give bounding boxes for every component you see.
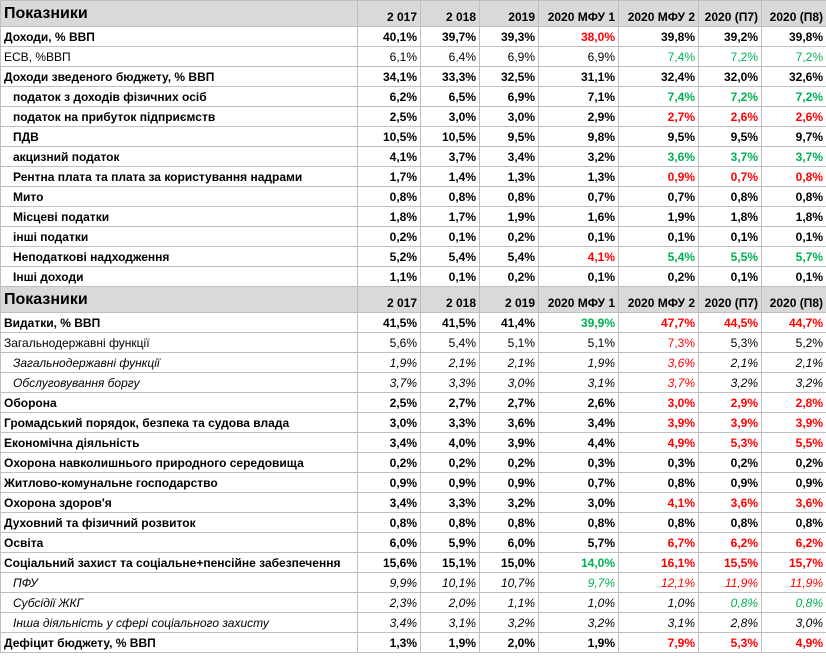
value-cell[interactable]: 0,7% xyxy=(539,473,619,493)
row-label-cell[interactable]: Загальнодержавні функції xyxy=(1,353,358,373)
value-cell[interactable]: 41,5% xyxy=(421,313,480,333)
value-cell[interactable]: 1,1% xyxy=(480,593,539,613)
value-cell[interactable]: 1,6% xyxy=(539,207,619,227)
value-cell[interactable]: 4,9% xyxy=(762,633,826,653)
value-cell[interactable]: 5,4% xyxy=(619,247,699,267)
row-label-cell[interactable]: Інші доходи xyxy=(1,267,358,287)
value-cell[interactable]: 0,8% xyxy=(699,593,762,613)
value-cell[interactable]: 3,3% xyxy=(421,493,480,513)
value-cell[interactable]: 32,6% xyxy=(762,67,826,87)
table-row xyxy=(1,107,826,127)
column-header-cell[interactable]: 2 018 xyxy=(421,287,480,313)
value-cell[interactable]: 0,9% xyxy=(699,473,762,493)
table-row xyxy=(1,613,826,633)
row-label-cell[interactable]: ПФУ xyxy=(1,573,358,593)
row-label-cell[interactable]: Економічна діяльність xyxy=(1,433,358,453)
value-cell[interactable]: 5,7% xyxy=(539,533,619,553)
value-cell[interactable]: 5,4% xyxy=(421,247,480,267)
value-cell[interactable]: 3,0% xyxy=(421,107,480,127)
value-cell[interactable]: 2,3% xyxy=(358,593,421,613)
value-cell[interactable]: 39,8% xyxy=(619,27,699,47)
value-cell[interactable]: 0,7% xyxy=(619,187,699,207)
value-cell[interactable]: 3,2% xyxy=(699,373,762,393)
value-cell[interactable]: 5,6% xyxy=(358,333,421,353)
value-cell[interactable]: 1,0% xyxy=(619,593,699,613)
value-cell[interactable]: 5,2% xyxy=(762,333,826,353)
value-cell[interactable]: 44,7% xyxy=(762,313,826,333)
value-cell[interactable]: 1,3% xyxy=(539,167,619,187)
row-label-cell[interactable]: Обслуговування боргу xyxy=(1,373,358,393)
column-header-cell[interactable]: 2020 МФУ 2 xyxy=(619,287,699,313)
value-cell[interactable]: 10,7% xyxy=(480,573,539,593)
value-cell[interactable]: 3,9% xyxy=(762,413,826,433)
value-cell[interactable]: 14,0% xyxy=(539,553,619,573)
value-cell[interactable]: 32,4% xyxy=(619,67,699,87)
value-cell[interactable]: 9,8% xyxy=(539,127,619,147)
value-cell[interactable]: 0,1% xyxy=(762,267,826,287)
value-cell[interactable]: 0,1% xyxy=(539,227,619,247)
value-cell[interactable]: 3,7% xyxy=(358,373,421,393)
column-header-cell[interactable]: 2020 (П8) xyxy=(762,1,826,27)
value-cell[interactable]: 39,8% xyxy=(762,27,826,47)
value-cell[interactable]: 3,9% xyxy=(480,433,539,453)
value-cell[interactable]: 7,4% xyxy=(619,87,699,107)
value-cell[interactable]: 0,8% xyxy=(421,187,480,207)
value-cell[interactable]: 1,9% xyxy=(619,207,699,227)
value-cell[interactable]: 39,2% xyxy=(699,27,762,47)
value-cell[interactable]: 39,7% xyxy=(421,27,480,47)
value-cell[interactable]: 2,0% xyxy=(421,593,480,613)
value-cell[interactable]: 3,7% xyxy=(762,147,826,167)
value-cell[interactable]: 3,3% xyxy=(421,373,480,393)
value-cell[interactable]: 2,9% xyxy=(699,393,762,413)
table-body xyxy=(1,1,826,653)
value-cell[interactable]: 1,8% xyxy=(762,207,826,227)
value-cell[interactable]: 3,6% xyxy=(480,413,539,433)
value-cell[interactable]: 11,9% xyxy=(762,573,826,593)
value-cell[interactable]: 5,3% xyxy=(699,633,762,653)
value-cell[interactable]: 1,7% xyxy=(358,167,421,187)
value-cell[interactable]: 15,1% xyxy=(421,553,480,573)
value-cell[interactable]: 0,9% xyxy=(358,473,421,493)
value-cell[interactable]: 32,5% xyxy=(480,67,539,87)
table-row xyxy=(1,513,826,533)
value-cell[interactable]: 0,1% xyxy=(699,227,762,247)
value-cell[interactable]: 7,2% xyxy=(762,47,826,67)
value-cell[interactable]: 6,0% xyxy=(480,533,539,553)
table-row xyxy=(1,373,826,393)
value-cell[interactable]: 0,8% xyxy=(480,187,539,207)
value-cell[interactable]: 6,5% xyxy=(421,87,480,107)
value-cell[interactable]: 1,8% xyxy=(699,207,762,227)
value-cell[interactable]: 6,9% xyxy=(480,87,539,107)
value-cell[interactable]: 41,4% xyxy=(480,313,539,333)
value-cell[interactable]: 6,9% xyxy=(539,47,619,67)
value-cell[interactable]: 3,6% xyxy=(699,493,762,513)
table-row xyxy=(1,67,826,87)
row-label-cell[interactable]: Рентна плата та плата за користування надрами xyxy=(1,167,358,187)
value-cell[interactable]: 0,2% xyxy=(421,453,480,473)
value-cell[interactable]: 39,9% xyxy=(539,313,619,333)
header-row xyxy=(1,1,826,27)
row-label-cell[interactable]: Охорона здоров'я xyxy=(1,493,358,513)
value-cell[interactable]: 0,1% xyxy=(619,227,699,247)
value-cell[interactable]: 3,4% xyxy=(358,493,421,513)
table-row xyxy=(1,473,826,493)
value-cell[interactable]: 1,1% xyxy=(358,267,421,287)
value-cell[interactable]: 3,1% xyxy=(619,613,699,633)
value-cell[interactable]: 15,6% xyxy=(358,553,421,573)
table-row xyxy=(1,353,826,373)
value-cell[interactable]: 0,8% xyxy=(762,513,826,533)
column-header-cell[interactable]: 2020 МФУ 1 xyxy=(539,1,619,27)
value-cell[interactable]: 7,4% xyxy=(619,47,699,67)
table-row xyxy=(1,87,826,107)
value-cell[interactable]: 0,8% xyxy=(421,513,480,533)
value-cell[interactable]: 0,3% xyxy=(619,453,699,473)
value-cell[interactable]: 3,2% xyxy=(762,373,826,393)
table-row xyxy=(1,147,826,167)
value-cell[interactable]: 0,1% xyxy=(539,267,619,287)
row-label-cell[interactable]: Субсідії ЖКГ xyxy=(1,593,358,613)
value-cell[interactable]: 6,2% xyxy=(699,533,762,553)
value-cell[interactable]: 1,3% xyxy=(480,167,539,187)
table-row xyxy=(1,413,826,433)
table-row xyxy=(1,187,826,207)
value-cell[interactable]: 1,4% xyxy=(421,167,480,187)
value-cell[interactable]: 5,9% xyxy=(421,533,480,553)
value-cell[interactable]: 0,8% xyxy=(762,593,826,613)
value-cell[interactable]: 1,7% xyxy=(421,207,480,227)
value-cell[interactable]: 40,1% xyxy=(358,27,421,47)
value-cell[interactable]: 7,2% xyxy=(699,47,762,67)
value-cell[interactable]: 6,2% xyxy=(358,87,421,107)
value-cell[interactable]: 4,1% xyxy=(358,147,421,167)
table-row xyxy=(1,127,826,147)
value-cell[interactable]: 3,1% xyxy=(539,373,619,393)
value-cell[interactable]: 16,1% xyxy=(619,553,699,573)
value-cell[interactable]: 2,0% xyxy=(480,633,539,653)
value-cell[interactable]: 0,2% xyxy=(480,227,539,247)
value-cell[interactable]: 3,2% xyxy=(480,613,539,633)
table-row xyxy=(1,207,826,227)
value-cell[interactable]: 3,0% xyxy=(358,413,421,433)
column-header-cell[interactable]: 2 017 xyxy=(358,1,421,27)
value-cell[interactable]: 9,7% xyxy=(539,573,619,593)
row-label-cell[interactable]: Видатки, % ВВП xyxy=(1,313,358,333)
value-cell[interactable]: 6,9% xyxy=(480,47,539,67)
value-cell[interactable]: 5,5% xyxy=(699,247,762,267)
row-label-cell[interactable]: Доходи зведеного бюджету, % ВВП xyxy=(1,67,358,87)
value-cell[interactable]: 0,8% xyxy=(358,513,421,533)
row-label-cell[interactable]: Соціальний захист та соціальне+пенсійне забезпечення xyxy=(1,553,358,573)
value-cell[interactable]: 3,4% xyxy=(539,413,619,433)
value-cell[interactable]: 0,8% xyxy=(539,513,619,533)
value-cell[interactable]: 9,7% xyxy=(762,127,826,147)
value-cell[interactable]: 0,8% xyxy=(762,167,826,187)
value-cell[interactable]: 1,9% xyxy=(539,633,619,653)
table-row xyxy=(1,227,826,247)
value-cell[interactable]: 0,8% xyxy=(619,513,699,533)
row-label-cell[interactable]: Охорона навколишнього природного середовища xyxy=(1,453,358,473)
value-cell[interactable]: 0,8% xyxy=(480,513,539,533)
value-cell[interactable]: 4,4% xyxy=(539,433,619,453)
value-cell[interactable]: 0,8% xyxy=(699,187,762,207)
value-cell[interactable]: 0,2% xyxy=(699,453,762,473)
value-cell[interactable]: 4,1% xyxy=(539,247,619,267)
value-cell[interactable]: 4,9% xyxy=(619,433,699,453)
value-cell[interactable]: 7,1% xyxy=(539,87,619,107)
value-cell[interactable]: 2,1% xyxy=(480,353,539,373)
value-cell[interactable]: 31,1% xyxy=(539,67,619,87)
value-cell[interactable]: 3,1% xyxy=(421,613,480,633)
value-cell[interactable]: 1,0% xyxy=(539,593,619,613)
value-cell[interactable]: 33,3% xyxy=(421,67,480,87)
value-cell[interactable]: 0,1% xyxy=(421,227,480,247)
value-cell[interactable]: 2,7% xyxy=(421,393,480,413)
value-cell[interactable]: 0,1% xyxy=(699,267,762,287)
value-cell[interactable]: 7,3% xyxy=(619,333,699,353)
value-cell[interactable]: 3,4% xyxy=(480,147,539,167)
value-cell[interactable]: 5,1% xyxy=(539,333,619,353)
row-label-cell[interactable]: Житлово-комунальне господарство xyxy=(1,473,358,493)
value-cell[interactable]: 0,2% xyxy=(358,227,421,247)
table-row xyxy=(1,593,826,613)
table-row xyxy=(1,247,826,267)
row-label-cell[interactable]: інші податки xyxy=(1,227,358,247)
column-header-cell[interactable]: 2020 (П7) xyxy=(699,287,762,313)
value-cell[interactable]: 3,0% xyxy=(480,373,539,393)
value-cell[interactable]: 0,2% xyxy=(358,453,421,473)
value-cell[interactable]: 6,7% xyxy=(619,533,699,553)
value-cell[interactable]: 1,8% xyxy=(358,207,421,227)
value-cell[interactable]: 0,1% xyxy=(421,267,480,287)
value-cell[interactable]: 2,1% xyxy=(421,353,480,373)
table-row xyxy=(1,27,826,47)
value-cell[interactable]: 1,9% xyxy=(480,207,539,227)
row-label-cell[interactable]: Неподаткові надходження xyxy=(1,247,358,267)
value-cell[interactable]: 3,6% xyxy=(619,353,699,373)
row-label-cell[interactable]: Доходи, % ВВП xyxy=(1,27,358,47)
value-cell[interactable]: 3,3% xyxy=(421,413,480,433)
value-cell[interactable]: 0,9% xyxy=(619,167,699,187)
value-cell[interactable]: 5,4% xyxy=(421,333,480,353)
column-header-cell[interactable]: 2020 (П8) xyxy=(762,287,826,313)
value-cell[interactable]: 0,2% xyxy=(762,453,826,473)
value-cell[interactable]: 15,7% xyxy=(762,553,826,573)
value-cell[interactable]: 7,2% xyxy=(762,87,826,107)
column-header-cell[interactable]: 2 017 xyxy=(358,287,421,313)
table-row xyxy=(1,553,826,573)
row-label-cell[interactable]: Мито xyxy=(1,187,358,207)
table-row xyxy=(1,633,826,653)
value-cell[interactable]: 10,1% xyxy=(421,573,480,593)
value-cell[interactable]: 15,0% xyxy=(480,553,539,573)
value-cell[interactable]: 0,2% xyxy=(480,267,539,287)
value-cell[interactable]: 0,3% xyxy=(539,453,619,473)
table-row xyxy=(1,167,826,187)
value-cell[interactable]: 3,4% xyxy=(358,433,421,453)
table-row xyxy=(1,393,826,413)
row-label-cell[interactable]: Духовний та фізичний розвиток xyxy=(1,513,358,533)
value-cell[interactable]: 1,9% xyxy=(539,353,619,373)
value-cell[interactable]: 3,4% xyxy=(358,613,421,633)
table-row xyxy=(1,573,826,593)
value-cell[interactable]: 0,2% xyxy=(480,453,539,473)
value-cell[interactable]: 2,8% xyxy=(699,613,762,633)
value-cell[interactable]: 3,0% xyxy=(619,393,699,413)
row-label-cell[interactable]: Дефіцит бюджету, % ВВП xyxy=(1,633,358,653)
value-cell[interactable]: 34,1% xyxy=(358,67,421,87)
row-label-cell[interactable]: акцизний податок xyxy=(1,147,358,167)
column-header-cell[interactable]: 2 018 xyxy=(421,1,480,27)
value-cell[interactable]: 0,9% xyxy=(762,473,826,493)
value-cell[interactable]: 3,0% xyxy=(480,107,539,127)
value-cell[interactable]: 6,1% xyxy=(358,47,421,67)
table-row xyxy=(1,493,826,513)
value-cell[interactable]: 9,5% xyxy=(480,127,539,147)
value-cell[interactable]: 3,7% xyxy=(619,373,699,393)
value-cell[interactable]: 11,9% xyxy=(699,573,762,593)
value-cell[interactable]: 10,5% xyxy=(421,127,480,147)
value-cell[interactable]: 1,3% xyxy=(358,633,421,653)
row-label-cell[interactable]: податок з доходів фізичних осіб xyxy=(1,87,358,107)
value-cell[interactable]: 3,7% xyxy=(699,147,762,167)
row-label-cell[interactable]: Інша діяльність у сфері соціального захисту xyxy=(1,613,358,633)
column-header-cell[interactable]: 2 019 xyxy=(480,287,539,313)
value-cell[interactable]: 3,2% xyxy=(480,493,539,513)
value-cell[interactable]: 2,6% xyxy=(539,393,619,413)
value-cell[interactable]: 0,8% xyxy=(619,473,699,493)
value-cell[interactable]: 2,1% xyxy=(699,353,762,373)
column-header-cell[interactable]: 2020 МФУ 1 xyxy=(539,287,619,313)
value-cell[interactable]: 6,4% xyxy=(421,47,480,67)
column-header-cell[interactable]: 2020 МФУ 2 xyxy=(619,1,699,27)
value-cell[interactable]: 32,0% xyxy=(699,67,762,87)
value-cell[interactable]: 3,0% xyxy=(539,493,619,513)
value-cell[interactable]: 0,7% xyxy=(539,187,619,207)
value-cell[interactable]: 3,6% xyxy=(762,493,826,513)
row-label-cell[interactable]: податок на прибуток підприємств xyxy=(1,107,358,127)
value-cell[interactable]: 0,8% xyxy=(358,187,421,207)
value-cell[interactable]: 0,7% xyxy=(699,167,762,187)
value-cell[interactable]: 10,5% xyxy=(358,127,421,147)
row-label-cell[interactable]: Громадський порядок, безпека та судова влада xyxy=(1,413,358,433)
value-cell[interactable]: 9,9% xyxy=(358,573,421,593)
value-cell[interactable]: 3,6% xyxy=(619,147,699,167)
value-cell[interactable]: 2,7% xyxy=(480,393,539,413)
row-label-cell[interactable]: Оборона xyxy=(1,393,358,413)
header-label-cell[interactable]: Показники xyxy=(1,1,358,27)
value-cell[interactable]: 6,2% xyxy=(762,533,826,553)
value-cell[interactable]: 5,3% xyxy=(699,433,762,453)
row-label-cell[interactable]: ЕСВ, %ВВП xyxy=(1,47,358,67)
table-row xyxy=(1,433,826,453)
row-label-cell[interactable]: ПДВ xyxy=(1,127,358,147)
value-cell[interactable]: 0,1% xyxy=(762,227,826,247)
value-cell[interactable]: 0,9% xyxy=(480,473,539,493)
value-cell[interactable]: 5,1% xyxy=(480,333,539,353)
value-cell[interactable]: 1,9% xyxy=(421,633,480,653)
value-cell[interactable]: 0,8% xyxy=(762,187,826,207)
value-cell[interactable]: 3,0% xyxy=(762,613,826,633)
value-cell[interactable]: 0,2% xyxy=(619,267,699,287)
value-cell[interactable]: 3,9% xyxy=(619,413,699,433)
value-cell[interactable]: 6,0% xyxy=(358,533,421,553)
value-cell[interactable]: 2,8% xyxy=(762,393,826,413)
value-cell[interactable]: 2,1% xyxy=(762,353,826,373)
value-cell[interactable]: 9,5% xyxy=(619,127,699,147)
value-cell[interactable]: 3,2% xyxy=(539,147,619,167)
value-cell[interactable]: 2,5% xyxy=(358,107,421,127)
header-label-cell[interactable]: Показники xyxy=(1,287,358,313)
value-cell[interactable]: 4,1% xyxy=(619,493,699,513)
table-row xyxy=(1,333,826,353)
value-cell[interactable]: 3,7% xyxy=(421,147,480,167)
value-cell[interactable]: 4,0% xyxy=(421,433,480,453)
value-cell[interactable]: 5,3% xyxy=(699,333,762,353)
value-cell[interactable]: 5,5% xyxy=(762,433,826,453)
value-cell[interactable]: 47,7% xyxy=(619,313,699,333)
value-cell[interactable]: 38,0% xyxy=(539,27,619,47)
row-label-cell[interactable]: Місцеві податки xyxy=(1,207,358,227)
row-label-cell[interactable]: Загальнодержавні функції xyxy=(1,333,358,353)
value-cell[interactable]: 44,5% xyxy=(699,313,762,333)
value-cell[interactable]: 7,2% xyxy=(699,87,762,107)
value-cell[interactable]: 0,9% xyxy=(421,473,480,493)
value-cell[interactable]: 5,2% xyxy=(358,247,421,267)
row-label-cell[interactable]: Освіта xyxy=(1,533,358,553)
value-cell[interactable]: 15,5% xyxy=(699,553,762,573)
value-cell[interactable]: 39,3% xyxy=(480,27,539,47)
value-cell[interactable]: 5,7% xyxy=(762,247,826,267)
value-cell[interactable]: 7,9% xyxy=(619,633,699,653)
table-row xyxy=(1,453,826,473)
table-row xyxy=(1,47,826,67)
value-cell[interactable]: 12,1% xyxy=(619,573,699,593)
table-row xyxy=(1,533,826,553)
column-header-cell[interactable]: 2019 xyxy=(480,1,539,27)
value-cell[interactable]: 2,6% xyxy=(699,107,762,127)
value-cell[interactable]: 0,8% xyxy=(699,513,762,533)
table-row xyxy=(1,313,826,333)
value-cell[interactable]: 3,9% xyxy=(699,413,762,433)
value-cell[interactable]: 2,9% xyxy=(539,107,619,127)
header-row xyxy=(1,287,826,313)
value-cell[interactable]: 41,5% xyxy=(358,313,421,333)
value-cell[interactable]: 5,4% xyxy=(480,247,539,267)
value-cell[interactable]: 9,5% xyxy=(699,127,762,147)
table-row xyxy=(1,267,826,287)
value-cell[interactable]: 2,6% xyxy=(762,107,826,127)
column-header-cell[interactable]: 2020 (П7) xyxy=(699,1,762,27)
value-cell[interactable]: 1,9% xyxy=(358,353,421,373)
value-cell[interactable]: 3,2% xyxy=(539,613,619,633)
value-cell[interactable]: 2,7% xyxy=(619,107,699,127)
value-cell[interactable]: 2,5% xyxy=(358,393,421,413)
